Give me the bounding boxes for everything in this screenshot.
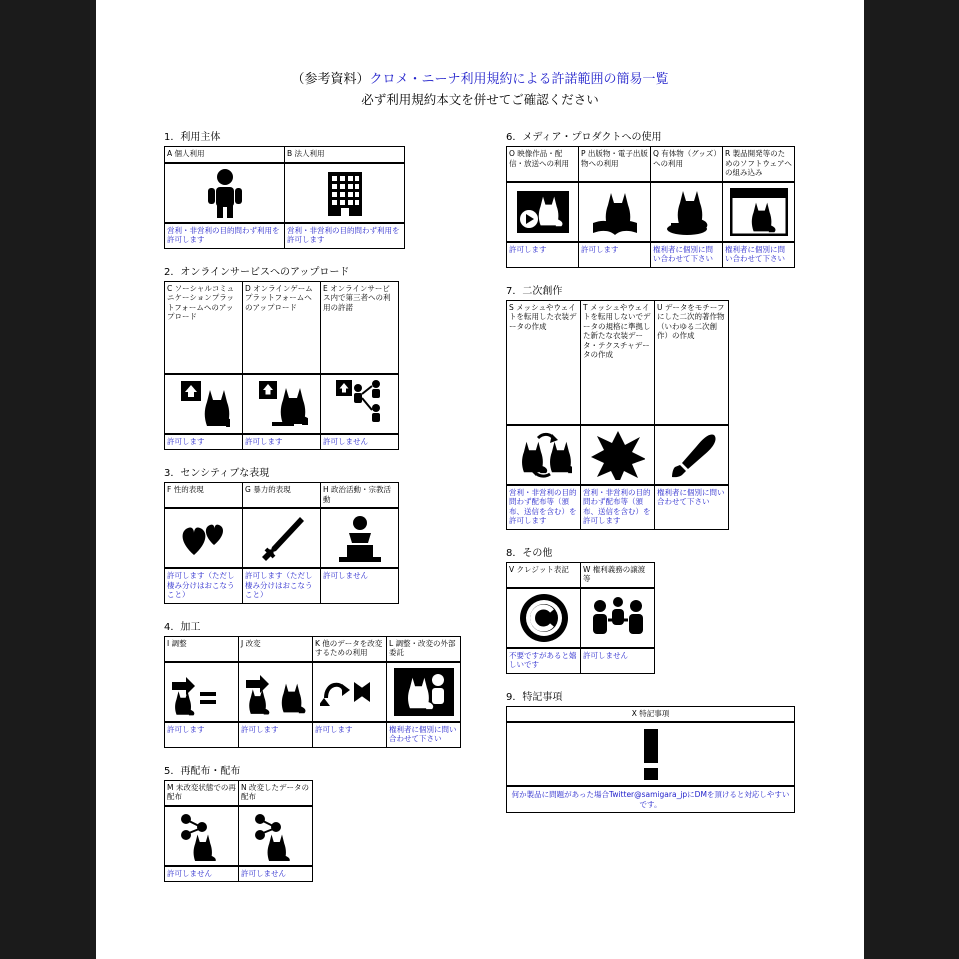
cell-header: P 出版物・電子出版物への利用 [581, 149, 648, 168]
cell-permission-note: 許可しません [323, 436, 368, 446]
right-column [506, 128, 836, 827]
cell-header: T メッシュやウェイトを転用しないでデータの規格に準拠した新たな衣装データ・テクスチャデータの作成 [583, 302, 651, 359]
section-heading: 5．再配布・配布 [164, 765, 241, 777]
section-heading: 4．加工 [164, 621, 201, 633]
section-heading: 8．その他 [506, 547, 553, 559]
document-page [96, 0, 864, 959]
cell-header: F 性的表現 [167, 485, 204, 494]
table-row-headers [165, 780, 313, 805]
building-icon [285, 163, 404, 223]
section-right-3 [506, 688, 836, 814]
video-play-cat-icon [507, 182, 578, 242]
copyright-icon [507, 588, 580, 648]
book-cat-icon [579, 182, 650, 242]
cell-permission-note: 許可します [241, 724, 279, 734]
table-row-headers [165, 483, 399, 508]
table-row-icons [165, 508, 399, 569]
section-left-3 [164, 618, 464, 748]
table-row-notes [165, 569, 399, 604]
permission-table [506, 706, 795, 814]
table-row-notes [507, 648, 655, 673]
cell-permission-note: 許可します [245, 436, 283, 446]
cell-permission-note: 権利者に個別に問い合わせて下さい [657, 487, 725, 506]
document-sheet [96, 0, 864, 959]
title-prefix: （参考資料） [291, 72, 370, 87]
section-right-0 [506, 128, 836, 268]
cell-header: Q 有体物（グッズ）への利用 [653, 149, 718, 168]
cell-permission-note: 権利者に個別に問い合わせて下さい [725, 244, 785, 263]
table-row-notes [165, 866, 313, 882]
cell-header: H 政治活動・宗教活動 [323, 485, 392, 504]
left-column [164, 128, 464, 896]
upload-cat-icon [165, 374, 242, 434]
sword-icon [243, 508, 320, 568]
section-right-1 [506, 282, 836, 530]
cell-header: K 他のデータを改変するための利用 [315, 638, 383, 657]
two-cats-icon [239, 662, 312, 722]
section-left-4 [164, 762, 464, 883]
table-row-notes [165, 434, 399, 450]
table-row-icons [507, 587, 655, 648]
table-row-icons [165, 661, 461, 722]
table-row-notes [507, 787, 795, 813]
transfer-people-icon [581, 588, 654, 648]
cell-header: S メッシュやウェイトを転用した衣装データの作成 [509, 302, 577, 331]
table-row-headers [165, 147, 405, 163]
permission-table [164, 482, 399, 604]
brush-pen-icon [655, 425, 728, 485]
table-row-headers [507, 300, 729, 424]
cell-header: X 特記事項 [631, 708, 670, 718]
section-heading: 7．二次創作 [506, 285, 563, 297]
permission-table [506, 146, 795, 268]
table-row-notes [507, 485, 729, 529]
permission-table [164, 281, 399, 451]
cat-outsource-icon [387, 662, 460, 722]
cat-costume-recycle-icon [507, 425, 580, 485]
page-title [96, 70, 864, 110]
cell-header: D オンラインゲームプラットフォームへのアップロード [245, 283, 313, 312]
cell-header: E オンラインサービス内で第三者への利用の許諾 [323, 283, 391, 312]
podium-speaker-icon [321, 508, 398, 568]
section-heading: 3．センシティブな表現 [164, 468, 270, 479]
section-heading: 2．オンラインサービスへのアップロード [164, 266, 350, 278]
cell-header: B 法人利用 [287, 149, 325, 158]
figure-cat-icon [651, 182, 722, 242]
title-main: クロメ・ニーナ利用規約による許諾範囲の簡易一覧 [369, 72, 669, 87]
cell-header: R 製品開発等のためのソフトウェアへの組み込み [725, 149, 792, 177]
permission-table [164, 636, 461, 748]
cell-header: V クレジット表記 [509, 564, 569, 574]
cell-header: L 調整・改変の外部委託 [389, 638, 456, 657]
cell-permission-note: 許可しません [583, 650, 628, 660]
person-icon [165, 163, 284, 223]
cell-header: C ソーシャルコミュニケーションプラットフォームへのアップロード [167, 283, 235, 321]
burst-star-icon [581, 425, 654, 485]
table-row-icons [165, 805, 313, 866]
table-row-headers [507, 562, 655, 587]
permission-table [164, 146, 405, 249]
table-row-notes [165, 223, 405, 248]
cell-permission-note: 営利・非営利の目的問わず配布等（頒布、送信を含む）を許可します [509, 487, 577, 525]
section-heading: 6．メディア・プロダクトへの使用 [506, 132, 662, 143]
table-row-headers [165, 281, 399, 373]
cell-header: I 調整 [167, 638, 187, 648]
cell-permission-note: 許可します（ただし棲み分けはおこなうこと） [167, 571, 235, 599]
software-window-cat-icon [723, 182, 794, 242]
section-heading: 9．特記事項 [506, 691, 563, 703]
table-row-notes [165, 722, 461, 747]
cell-header: A 個人利用 [167, 149, 205, 158]
cell-permission-note: 何か製品に問題があった場合Twitter@samigara_jpにDMを頂けると対応しやすいです。 [511, 790, 790, 809]
cell-header: O 映像作品・配信・放送への利用 [509, 149, 569, 168]
cell-permission-note: 許可します [167, 724, 205, 734]
cell-header: G 暴力的表現 [245, 485, 291, 494]
table-row-headers [507, 147, 795, 182]
table-row-icons [507, 722, 795, 787]
share-people-icon [321, 374, 398, 434]
cell-permission-note: 権利者に個別に問い合わせて下さい [389, 724, 457, 743]
cell-header: M 未改変状態での再配布 [167, 782, 236, 801]
cell-permission-note: 許可します（ただし棲み分けはおこなうこと） [245, 571, 313, 599]
exclamation-icon [507, 722, 794, 786]
cat-equals-icon [165, 662, 238, 722]
share-cat-icon [165, 806, 238, 866]
cell-permission-note: 権利者に個別に問い合わせて下さい [653, 244, 713, 263]
section-left-0 [164, 128, 464, 249]
cell-permission-note: 許可します [315, 724, 353, 734]
cell-permission-note: 許可しません [167, 868, 212, 878]
hearts-icon [165, 508, 242, 568]
permission-table [164, 780, 313, 883]
cell-permission-note: 許可しません [323, 571, 368, 580]
table-row-icons [165, 162, 405, 223]
cell-permission-note: 営利・非営利の目的問わず配布等（頒布、送信を含む）を許可します [583, 487, 651, 525]
cell-permission-note: 許可します [167, 436, 205, 446]
section-left-1 [164, 263, 464, 451]
permission-table [506, 300, 729, 530]
permission-table [506, 562, 655, 674]
table-row-icons [507, 181, 795, 242]
upload-cat-game-icon [243, 374, 320, 434]
cell-header: J 改変 [241, 638, 261, 648]
table-row-icons [165, 373, 399, 434]
cell-permission-note: 営利・非営利の目的問わず利用を許可します [167, 225, 280, 244]
cat-transform-icon [313, 662, 386, 722]
cell-permission-note: 許可します [581, 244, 619, 254]
table-row-notes [507, 242, 795, 267]
cell-header: N 改変したデータの配布 [241, 782, 309, 801]
cell-permission-note: 許可します [509, 244, 547, 254]
cell-header: W 権利義務の譲渡等 [583, 564, 646, 583]
cell-permission-note: 不要ですがあると嬉しいです [509, 650, 577, 669]
cell-permission-note: 営利・非営利の目的問わず利用を許可します [287, 225, 400, 244]
share-cat-mod-icon [239, 806, 312, 866]
title-subline: 必ず利用規約本文を併せてご確認ください [361, 92, 599, 107]
table-row-headers [507, 706, 795, 722]
table-row-icons [507, 424, 729, 485]
section-right-2 [506, 544, 836, 674]
section-heading: 1．利用主体 [164, 132, 221, 143]
cell-header: U データをモチーフにした二次的著作物（いわゆる二次創作）の作成 [657, 302, 725, 340]
table-row-headers [165, 636, 461, 661]
cell-permission-note: 許可しません [241, 868, 286, 878]
section-left-2 [164, 464, 464, 604]
